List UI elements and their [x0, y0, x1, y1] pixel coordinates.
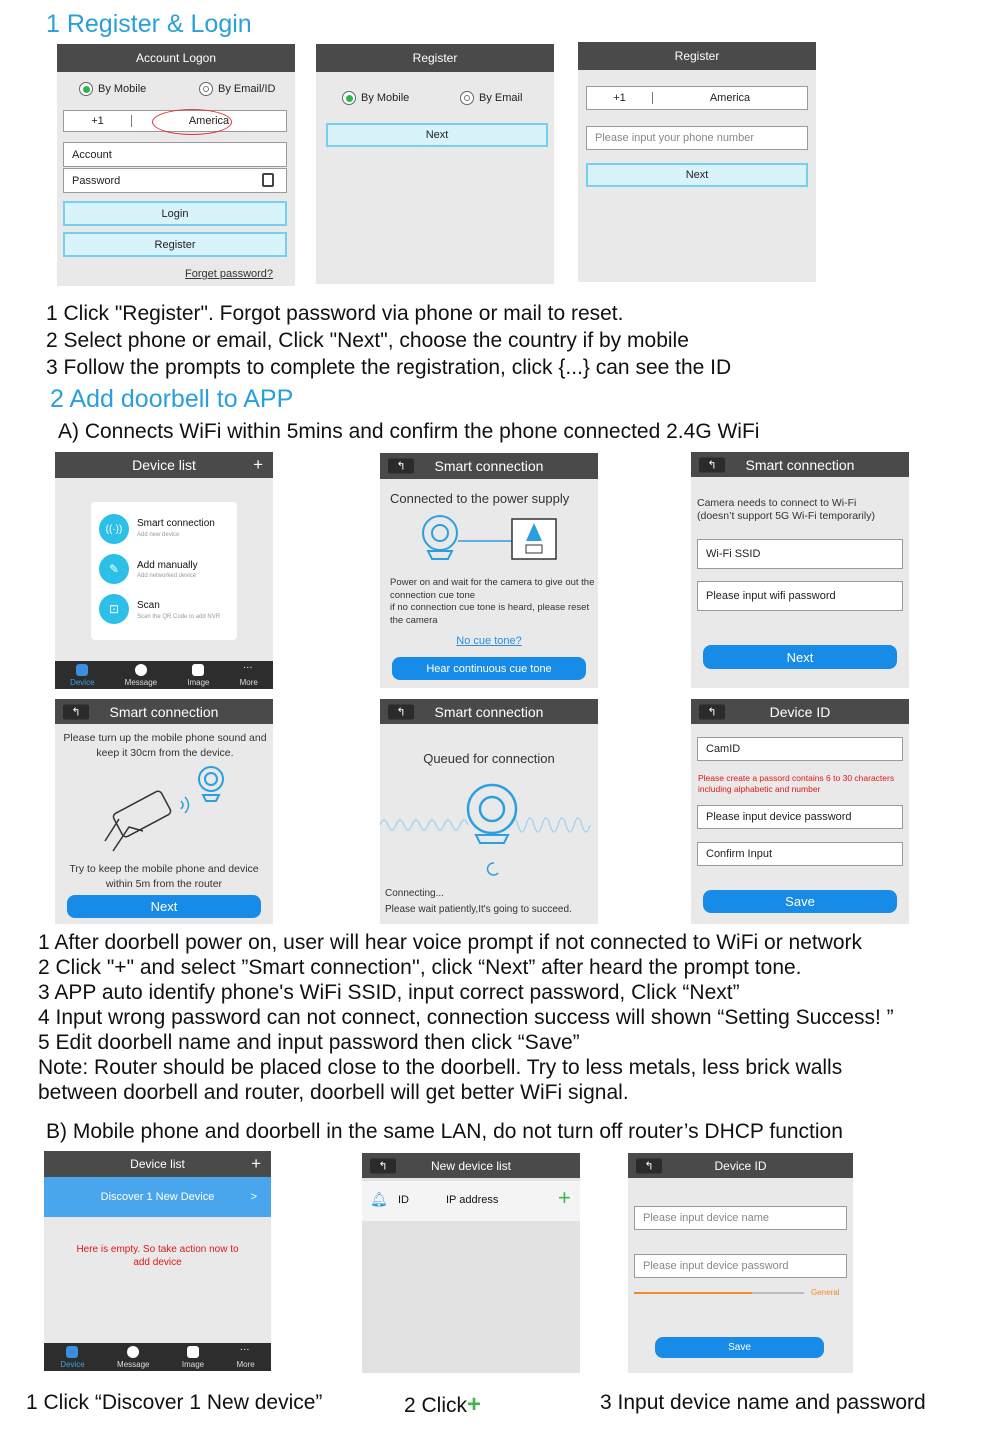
screen-title: ↰ Smart connection — [691, 452, 909, 477]
next-button[interactable]: Next — [703, 645, 897, 669]
register-screen-2 — [578, 42, 816, 282]
green-plus-icon: + — [467, 1391, 482, 1418]
device-password-input[interactable]: Please input device password — [634, 1254, 847, 1278]
device-list-title: Device list + — [55, 452, 273, 478]
add-plus-icon[interactable]: + — [558, 1185, 571, 1210]
device-list-title: Device list + — [44, 1151, 271, 1177]
tab-message[interactable]: Message — [117, 1346, 149, 1371]
radio-by-mobile[interactable]: By Mobile — [342, 91, 409, 105]
country-name: America — [132, 115, 286, 127]
power-heading: Connected to the power supply — [390, 491, 570, 506]
menu-add-manually[interactable]: Add manually — [137, 560, 198, 571]
step-line: 2 Click "+" and select ”Smart connection'', click “Next” after heard the prompt tone. — [38, 956, 802, 979]
back-icon[interactable]: ↰ — [370, 1158, 396, 1173]
camid-field[interactable]: CamID — [697, 737, 903, 761]
ip-column: IP address — [446, 1194, 499, 1206]
device-list-header — [362, 1181, 580, 1221]
account-field[interactable]: Account — [63, 142, 287, 167]
edit-icon: ✎ — [99, 554, 129, 584]
country-selector[interactable] — [586, 86, 808, 110]
step-line: 1 After doorbell power on, user will hear voice prompt if not connected to WiFi or network — [38, 931, 863, 954]
more-icon: ··· — [239, 1344, 250, 1355]
account-logon-screen — [57, 44, 295, 286]
camera-plug-illustration — [414, 511, 564, 571]
discover-new-device-row[interactable]: Discover 1 New Device > — [44, 1177, 271, 1217]
wifi-icon: ((·)) — [99, 514, 129, 544]
caption-3: 3 Input device name and password — [600, 1391, 926, 1414]
register-button[interactable]: Register — [63, 232, 287, 257]
password-field[interactable]: Password — [63, 168, 287, 193]
screen-title: ↰ New device list — [362, 1153, 580, 1178]
bell-icon: 🔔︎ — [370, 1191, 388, 1207]
device-id-screen — [691, 699, 909, 924]
image-icon — [192, 664, 204, 676]
menu-item-sub: Add networked device — [137, 573, 197, 579]
confirm-password-input[interactable]: Confirm Input — [697, 842, 903, 866]
device-list-discover-screen — [44, 1151, 271, 1371]
note-line: between doorbell and router, doorbell will get better WiFi signal. — [38, 1081, 629, 1104]
add-device-icon[interactable]: + — [253, 455, 263, 474]
forget-password-link[interactable]: Forget password? — [185, 268, 274, 280]
wifi-password-input[interactable]: Please input wifi password — [697, 581, 903, 611]
device-icon — [76, 664, 88, 676]
tab-more[interactable]: ··· More — [236, 1344, 255, 1369]
back-icon[interactable]: ↰ — [636, 1158, 662, 1173]
screen-title: ↰ Device ID — [691, 699, 909, 724]
wifi-steps — [38, 930, 894, 1105]
smart-connection-sound-screen — [55, 699, 273, 924]
screen-title: ↰ Smart connection — [380, 453, 598, 479]
save-button[interactable]: Save — [655, 1337, 824, 1358]
message-icon — [135, 664, 147, 676]
step-line: 5 Edit doorbell name and input password then click “Save” — [38, 1031, 580, 1054]
tab-image[interactable]: Image — [182, 1346, 204, 1371]
tab-device[interactable]: Device — [70, 664, 94, 689]
step-line: 2 Select phone or email, Click "Next", choose the country if by mobile — [46, 329, 689, 352]
power-instructions: Power on and wait for the camera to give out the connection cue tone if no connection cue tone is heard, please reset the camera — [390, 577, 595, 626]
step-line: 3 Follow the prompts to complete the registration, click {...} can see the ID — [46, 356, 732, 379]
tab-more[interactable]: ··· More — [239, 662, 258, 687]
device-icon — [66, 1346, 78, 1358]
bottom-tab-bar — [55, 661, 273, 689]
country-name: America — [709, 92, 751, 104]
tab-image[interactable]: Image — [187, 664, 209, 689]
back-icon[interactable]: ↰ — [699, 457, 725, 472]
lock-icon — [262, 173, 274, 187]
device-id-name-screen — [628, 1153, 853, 1373]
chevron-right-icon: > — [250, 1191, 257, 1203]
country-code: +1 — [587, 92, 653, 104]
menu-smart-connection[interactable]: Smart connection — [137, 518, 215, 529]
radio-by-email[interactable]: By Email — [460, 91, 522, 105]
menu-item-sub: Scan the QR Code to add NVR — [137, 614, 221, 620]
save-button[interactable]: Save — [703, 890, 897, 913]
caption-1: 1 Click “Discover 1 New device” — [26, 1391, 323, 1414]
more-icon: ··· — [242, 662, 253, 673]
router-distance-tip: Try to keep the mobile phone and device within 5m from the router — [69, 863, 259, 890]
step-line: 3 APP auto identify phone's WiFi SSID, input correct password, Click “Next” — [38, 981, 740, 1004]
screen-title: ↰ Smart connection — [55, 699, 273, 724]
queued-label: Queued for connection — [423, 751, 555, 766]
password-strength-bar — [634, 1292, 804, 1294]
country-selector[interactable] — [63, 110, 287, 132]
add-menu-popup — [91, 502, 237, 640]
register-steps — [46, 300, 731, 381]
scan-icon: ⊡ — [99, 594, 129, 624]
wifi-ssid-field[interactable]: Wi-Fi SSID — [697, 539, 903, 569]
screen-title: ↰ Smart connection — [380, 699, 598, 724]
note-line: Note: Router should be placed close to the doorbell. Try to less metals, less brick walls — [38, 1056, 843, 1079]
hear-cue-tone-button[interactable]: Hear continuous cue tone — [392, 657, 586, 680]
smart-connection-wifi-screen — [691, 452, 909, 688]
screen-title: ↰ Device ID — [628, 1153, 853, 1178]
password-strength-fill — [634, 1292, 752, 1294]
tab-device[interactable]: Device — [60, 1346, 84, 1371]
register-title: Register — [578, 42, 816, 70]
country-code: +1 — [64, 115, 132, 127]
new-device-list-screen — [362, 1153, 580, 1373]
id-column: ID — [398, 1194, 409, 1206]
back-icon[interactable]: ↰ — [699, 704, 725, 719]
section-2-heading: 2 Add doorbell to APP — [50, 385, 294, 413]
subsection-b-heading: B) Mobile phone and doorbell in the same LAN, do not turn off router’s DHCP function — [46, 1120, 843, 1143]
sound-instructions: Please turn up the mobile phone sound and keep it 30cm from the device. — [63, 732, 267, 759]
tab-message[interactable]: Message — [125, 664, 157, 689]
bottom-tab-bar — [44, 1343, 271, 1371]
connecting-wave-illustration — [380, 777, 598, 889]
device-list-screen — [55, 452, 273, 689]
wifi-info: Camera needs to connect to Wi-Fi (doesn’t support 5G Wi-Fi temporarily) — [697, 497, 875, 522]
step-line: 4 Input wrong password can not connect, connection success will shown “Setting Success! ” — [38, 1006, 894, 1029]
connecting-label: Connecting... — [385, 888, 444, 899]
back-icon[interactable]: ↰ — [63, 704, 89, 719]
wait-label: Please wait patiently,It's going to succeed. — [385, 904, 572, 915]
register-title: Register — [316, 44, 554, 72]
subsection-a-heading: A) Connects WiFi within 5mins and confirm the phone connected 2.4G WiFi — [58, 420, 760, 443]
menu-scan[interactable]: Scan — [137, 600, 160, 611]
password-rule-warning: Please create a passord contains 6 to 30 characters including alphabetic and number — [698, 773, 895, 794]
next-button[interactable]: Next — [586, 163, 808, 187]
register-screen-1 — [316, 44, 554, 284]
smart-connection-queue-screen — [380, 699, 598, 924]
strength-label: General — [811, 1288, 840, 1297]
next-button[interactable]: Next — [326, 123, 548, 147]
empty-message: Here is empty. So take action now to add device — [76, 1244, 239, 1268]
menu-item-sub: Add new device — [137, 532, 180, 538]
device-password-input[interactable]: Please input device password — [697, 805, 903, 829]
image-icon — [187, 1346, 199, 1358]
add-device-icon[interactable]: + — [251, 1154, 261, 1173]
message-icon — [127, 1346, 139, 1358]
back-icon[interactable]: ↰ — [388, 459, 414, 474]
radio-by-mobile[interactable]: By Mobile — [79, 82, 146, 96]
smart-connection-power-screen — [380, 453, 598, 688]
next-button[interactable]: Next — [67, 895, 261, 918]
device-name-input[interactable]: Please input device name — [634, 1206, 847, 1230]
step-line: 1 Click "Register". Forgot password via phone or mail to reset. — [46, 302, 624, 325]
caption-2: 2 Click+ — [404, 1391, 482, 1418]
phone-hand-illustration — [99, 761, 239, 861]
section-1-heading: 1 Register & Login — [46, 10, 252, 38]
back-icon[interactable]: ↰ — [388, 704, 414, 719]
highlight-ellipse — [152, 109, 232, 135]
no-cue-tone-link[interactable]: No cue tone? — [456, 635, 522, 647]
radio-by-email[interactable]: By Email/ID — [199, 82, 275, 96]
phone-number-input[interactable]: Please input your phone number — [586, 126, 808, 150]
login-button[interactable]: Login — [63, 201, 287, 226]
logon-title: Account Logon — [57, 44, 295, 72]
